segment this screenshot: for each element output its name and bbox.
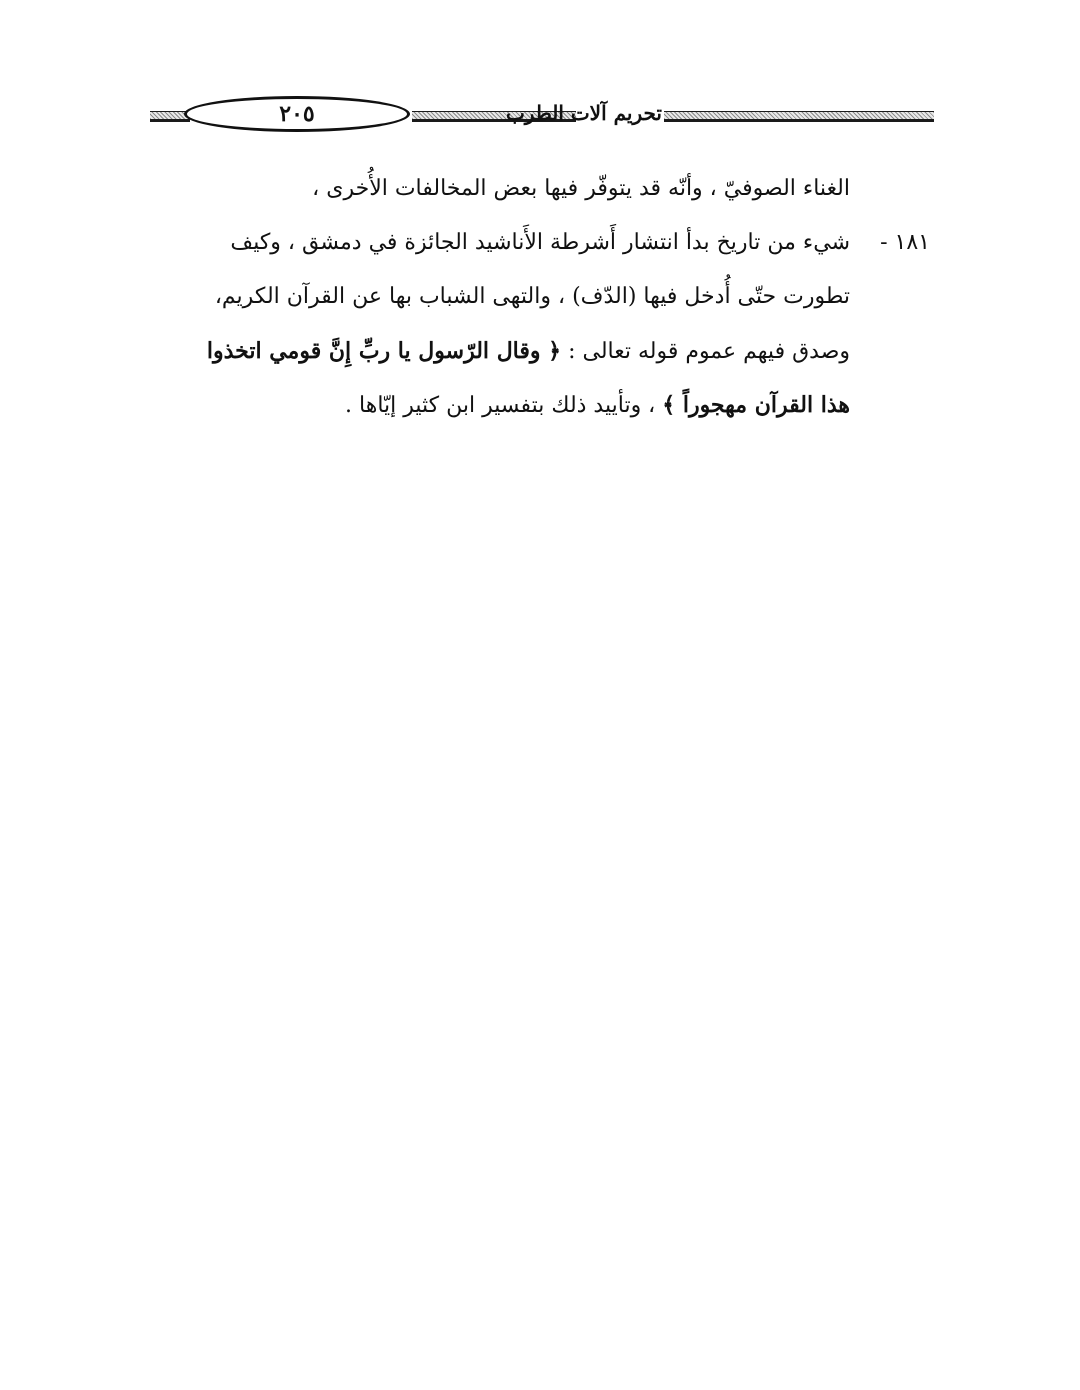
quran-verse-part-2: هذا القرآن مهجوراً ﴾ bbox=[662, 392, 850, 418]
text-line-3: تطورت حتّى أُدخل فيها (الدّف) ، والتهى الشباب بها عن القرآن الكريم، bbox=[214, 284, 850, 309]
running-title: تحريم آلات الطرب bbox=[505, 101, 662, 125]
text-line-4 bbox=[150, 324, 930, 378]
page-number: ٢٠٥ bbox=[184, 96, 410, 132]
text-line-4-start: وصدق فيهم عموم قوله تعالى : bbox=[561, 339, 850, 364]
quran-verse-part-1: ﴿ وقال الرّسول يا ربِّ إِنَّ قومي اتخذوا bbox=[206, 338, 562, 364]
text-line-2: شيء من تاريخ بدأ انتشار أَشرطة الأَناشيد الجائزة في دمشق ، وكيف bbox=[230, 230, 850, 255]
footnote-181-first-line bbox=[150, 216, 930, 270]
text-line-5 bbox=[150, 378, 930, 432]
page-header bbox=[150, 90, 934, 146]
body-text bbox=[150, 162, 930, 432]
text-line-1: الغناء الصوفيّ ، وأنّه قد يتوفّر فيها بعض المخالفات الأُخرى ، bbox=[312, 176, 850, 201]
header-rule-right bbox=[664, 111, 934, 122]
footnote-number: ١٨١ - bbox=[880, 230, 930, 255]
text-line-5-end: ، وتأييد ذلك بتفسير ابن كثير إيّاها . bbox=[345, 393, 663, 418]
